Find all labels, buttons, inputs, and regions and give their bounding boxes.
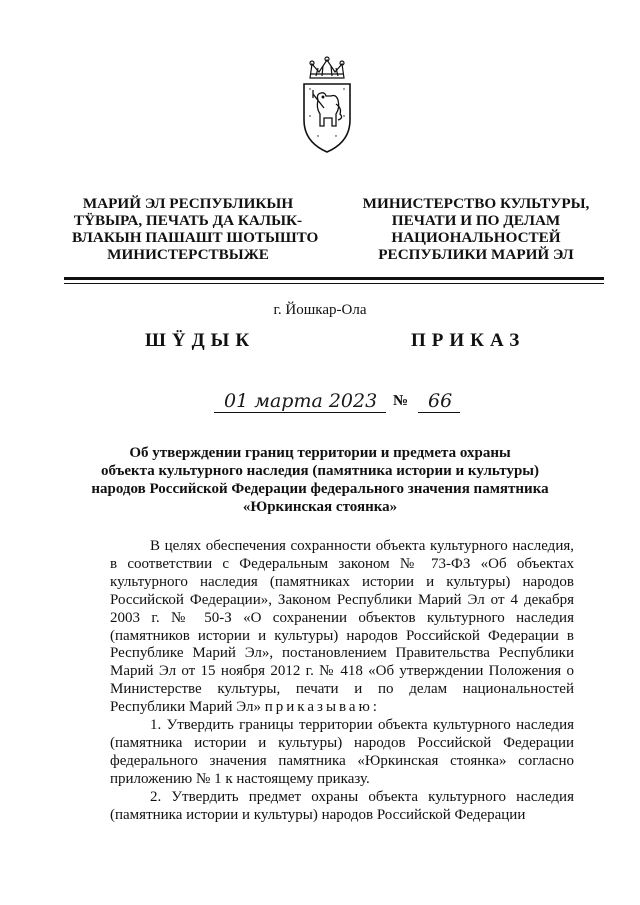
intro-paragraph [110,538,574,717]
header-divider-thin [64,283,604,284]
intro-text: В целях обеспечения сохранности объекта культурного наследия, в соответствии с Федеральным законом № 73-ФЗ «Об объектах культурного наследия (памятниках истории и культуры) народов Российской Федерации», Законом Республики Марий Эл от 4 декабря 2003 г. № 50-З «О сохранении объектов культурного наследия (памятников истории и культуры) народов Российской Федерации в Республике Марий Эл», постановлением Правительства Республики Марий Эл от 15 ноября 2012 г. № 418 «Об утверждении Положения о Министерстве культуры, печати и по делам национальностей Республики Марий Эл» [110,538,574,716]
header-right-line: НАЦИОНАЛЬНОСТЕЙ [391,229,561,246]
order-word: приказываю: [264,699,380,716]
document-title [80,444,560,516]
handwritten-number: 66 [428,390,453,412]
number-underline [418,412,460,413]
title-line: объекта культурного наследия (памятника истории и культуры) [100,463,539,479]
header-left-line: ТŸВЫРА, ПЕЧАТЬ ДА КАЛЫК- [73,212,303,229]
item-1-paragraph: 1. Утвердить границы территории объекта культурного наследия (памятника истории и культуры) народов Российской Федерации федерального значения памятника «Юркинская стоянка» согласно приложению № 1 к настоящему приказу. [110,717,574,787]
doc-type-russian: ПРИКАЗ [411,330,526,351]
title-line: Об утверждении границ территории и предмета охраны [129,445,511,461]
header-left-line: МАРИЙ ЭЛ РЕСПУБЛИКЫН [82,195,294,212]
title-line: «Юркинская стоянка» [242,499,398,515]
header-right-line: РЕСПУБЛИКИ МАРИЙ ЭЛ [378,246,574,263]
handwritten-date: 01 марта 2023 [224,390,378,412]
header-right-block [352,195,600,263]
header-right-line: ПЕЧАТИ И ПО ДЕЛАМ [391,212,561,229]
header-left-block [72,195,319,263]
city-line: г. Йошкар-Ола [273,302,367,318]
header-divider-thick [64,277,604,280]
coat-of-arms-icon [298,56,356,156]
title-line: народов Российской Федерации федерального значения памятника [91,481,549,497]
header-left-line: МИНИСТЕРСТВЫЖЕ [107,246,269,263]
date-underline [214,412,386,413]
number-sign: № [393,393,409,409]
header-left-line: ВЛАКЫН ПАШАШТ ШОТЫШТО [72,229,319,246]
item-2-paragraph: 2. Утвердить предмет охраны объекта культурного наследия (памятника истории и культуры) народов Российской Федерации [110,788,574,823]
doc-type-mari: ШŸДЫК [145,330,256,351]
document-body [110,538,574,825]
date-number-line [0,390,640,420]
header-right-line: МИНИСТЕРСТВО КУЛЬТУРЫ, [362,195,590,212]
